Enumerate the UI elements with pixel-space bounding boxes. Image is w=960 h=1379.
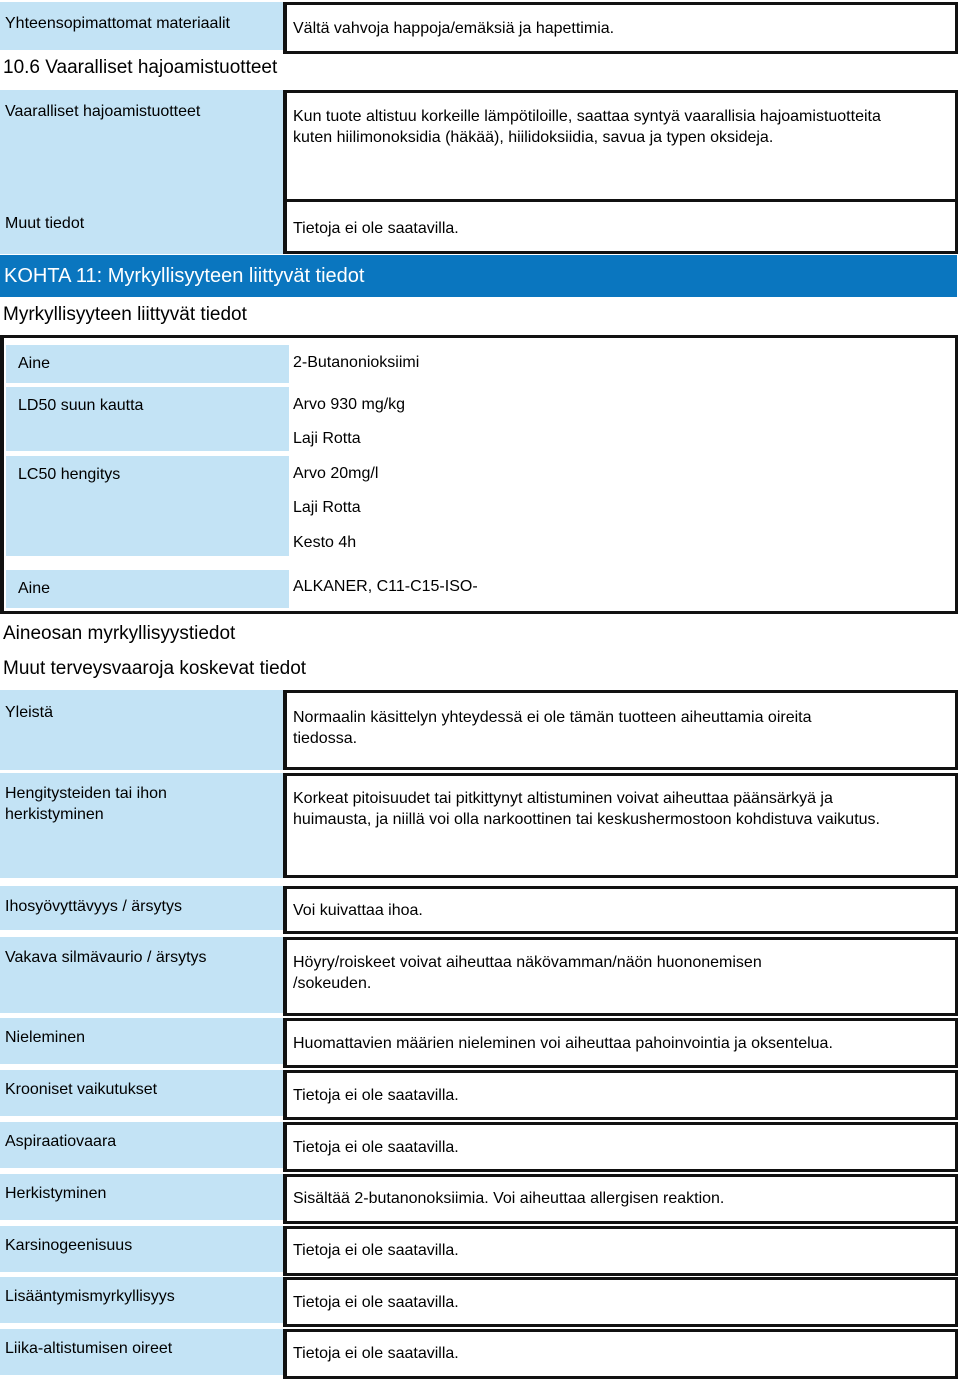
general-label: Yleistä: [0, 690, 283, 770]
reproductive-label: Lisääntymismyrkyllisyys: [0, 1277, 283, 1323]
lc50-duration: Kesto 4h: [293, 534, 357, 551]
component-toxicity-heading: Aineosan myrkyllisyystiedot: [3, 623, 236, 644]
lc50-value: Arvo 20mg/l: [293, 465, 379, 482]
carcinogenicity-value: Tietoja ei ole saatavilla.: [293, 1242, 459, 1259]
eye-line2: /sokeuden.: [293, 975, 372, 992]
general-line1: Normaalin käsittelyn yhteydessä ei ole tämän tuotteen aiheuttamia oireita: [293, 709, 812, 726]
incompatible-value: Vältä vahvoja happoja/emäksiä ja hapettimia.: [293, 20, 615, 37]
section-10-6-heading: 10.6 Vaaralliset hajoamistuotteet: [3, 57, 278, 78]
eye-box: [283, 937, 958, 1016]
eye-label: Vakava silmävaurio / ärsytys: [0, 937, 283, 1013]
eye-line1: Höyry/roiskeet voivat aiheuttaa näkövamman/näön huononemisen: [293, 954, 762, 971]
toxicology-subheading: Myrkyllisyyteen liittyvät tiedot: [3, 304, 247, 325]
chronic-value: Tietoja ei ole saatavilla.: [293, 1087, 459, 1104]
decomposition-label: Vaaralliset hajoamistuotteet: [0, 90, 283, 202]
reproductive-value: Tietoja ei ole saatavilla.: [293, 1294, 459, 1311]
incompatible-label: Yhteensopimattomat materiaalit: [0, 2, 283, 50]
sensitization-value: Sisältää 2-butanonoksiimia. Voi aiheuttaa allergisen reaktion.: [293, 1190, 725, 1207]
ingestion-label: Nieleminen: [0, 1018, 283, 1064]
section-11-title-bar: KOHTA 11: Myrkyllisyyteen liittyvät tiedot: [0, 255, 957, 297]
skin-value: Voi kuivattaa ihoa.: [293, 902, 423, 919]
general-line2: tiedossa.: [293, 730, 358, 747]
substance1-label: Aine: [6, 345, 289, 383]
ld50-label: LD50 suun kautta: [6, 387, 289, 451]
overexposure-value: Tietoja ei ole saatavilla.: [293, 1345, 459, 1362]
sensitisation-label-line1: Hengitysteiden tai ihon: [5, 785, 167, 802]
sensitisation-line1: Korkeat pitoisuudet tai pitkittynyt altistuminen voivat aiheuttaa päänsärkyä ja: [293, 790, 833, 807]
ld50-value: Arvo 930 mg/kg: [293, 396, 406, 413]
other-info-label: Muut tiedot: [0, 202, 283, 254]
aspiration-label: Aspiraatiovaara: [0, 1122, 283, 1168]
ld50-species: Laji Rotta: [293, 430, 361, 447]
lc50-species: Laji Rotta: [293, 499, 361, 516]
other-health-heading: Muut terveysvaaroja koskevat tiedot: [3, 658, 307, 679]
decomposition-line2: kuten hiilimonoksidia (häkää), hiilidoksiidia, savua ja typen oksideja.: [293, 129, 774, 146]
ingestion-value: Huomattavien määrien nieleminen voi aiheuttaa pahoinvointia ja oksentelua.: [293, 1035, 833, 1052]
decomposition-line1: Kun tuote altistuu korkeille lämpötiloille, saattaa syntyä vaarallisia hajoamistuotteita: [293, 108, 881, 125]
skin-label: Ihosyövyttävyys / ärsytys: [0, 886, 283, 930]
sensitisation-label: [0, 773, 283, 878]
chronic-label: Krooniset vaikutukset: [0, 1070, 283, 1116]
substance2-name: ALKANER, C11-C15-ISO-: [293, 578, 478, 595]
sensitization-label: Herkistyminen: [0, 1174, 283, 1220]
lc50-label: LC50 hengitys: [6, 456, 289, 556]
carcinogenicity-label: Karsinogeenisuus: [0, 1226, 283, 1272]
general-box: [283, 690, 958, 770]
other-info-value: Tietoja ei ole saatavilla.: [293, 220, 459, 237]
substance2-label: Aine: [6, 570, 289, 608]
overexposure-label: Liika-altistumisen oireet: [0, 1329, 283, 1375]
substance1-name: 2-Butanonioksiimi: [293, 354, 420, 371]
sensitisation-line2: huimausta, ja niillä voi olla narkoottinen tai keskushermostoon kohdistuva vaikutus.: [293, 811, 880, 828]
aspiration-value: Tietoja ei ole saatavilla.: [293, 1139, 459, 1156]
sensitisation-label-line2: herkistyminen: [5, 806, 104, 823]
